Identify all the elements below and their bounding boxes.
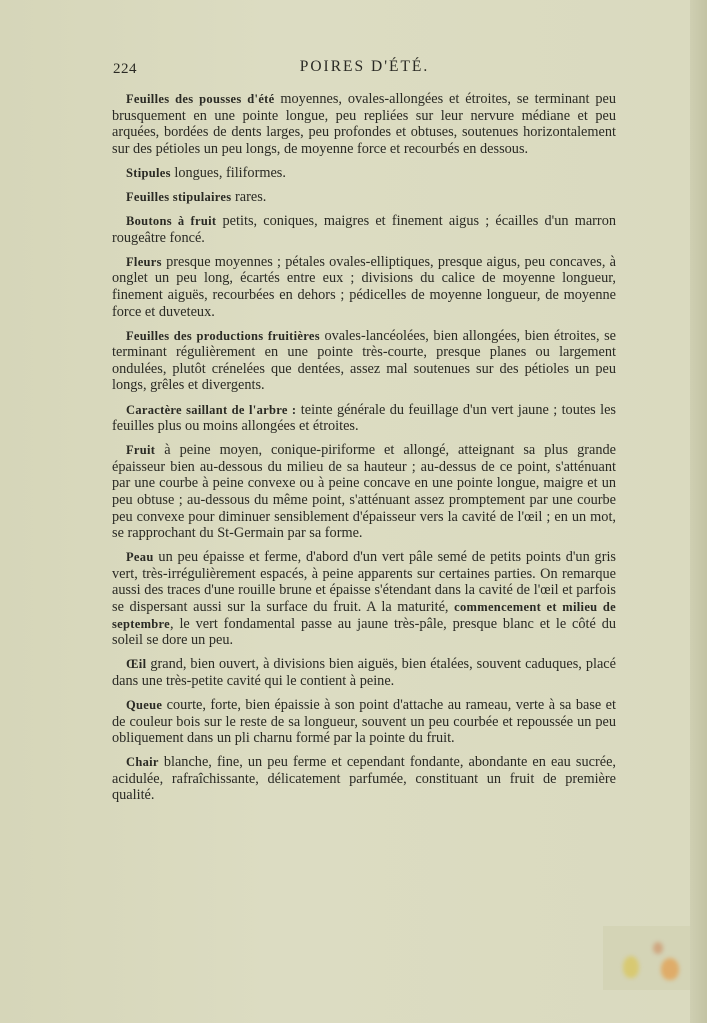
pear-shape [623, 956, 639, 978]
pear-shape [661, 958, 679, 980]
paragraph-text: courte, forte, bien épaissie à son point d'attache au rameau, verte à sa base et de couleur bois sur le reste de sa longueur, souvent un peu courbée et repoussée un peu obliquement dans un pli charnu formé par la pointe du fruit. [112, 697, 616, 747]
page-header [113, 58, 616, 78]
paragraph-chair [112, 754, 616, 804]
page-number: 224 [113, 61, 137, 77]
paragraph-caractere [112, 402, 616, 435]
paragraph-lead: Fruit [126, 443, 156, 458]
pear-shape [653, 942, 663, 954]
paragraph-text: teinte générale du feuillage d'un vert jaune ; toutes les feuilles plus ou moins allongées et étroites. [112, 401, 616, 435]
paragraph-boutons [112, 213, 616, 246]
paragraph-text: petits, coniques, maigres et finement aigus ; écailles d'un marron rougeâtre foncé. [112, 213, 616, 246]
paragraph-stipules [112, 165, 616, 182]
paragraph-text: presque moyennes ; pétales ovales-elliptiques, presque aigus, peu concaves, à onglet un peu long, écartés entre eux ; divisions du calice de moyenne longueur, finement aiguës, recourbées en dehors ; pédicelles de moyenne longueur, de moyenne force et duveteux. [112, 253, 616, 320]
paragraph-lead: Peau [126, 550, 154, 565]
paragraph-lead: Queue [126, 698, 163, 712]
paragraph-text: grand, bien ouvert, à divisions bien aiguës, bien étalées, souvent caduques, placé dans une très-petite cavité qui le contient à peine. [112, 656, 616, 689]
page-edge [690, 0, 707, 1023]
paragraph-text: blanche, fine, un peu ferme et cependant fondante, abondante en eau sucrée, acidulée, rafraîchissante, délicatement parfumée, constituant un fruit de première qualité. [112, 754, 616, 804]
paragraph-lead: Feuilles des productions fruitières [126, 328, 320, 343]
paragraph-feuilles-stipulaires [112, 189, 616, 206]
running-title: POIRES D'ÉTÉ. [299, 58, 430, 75]
paragraph-text: à peine moyen, conique-piriforme et allongé, atteignant sa plus grande épaisseur bien au-dessous du milieu de sa hauteur ; au-dessus de ce point, s'atténuant par une courbe à peine convexe ou à peine concave en une pointe longue, maigre et un peu obtuse ; au-dessous du même point, s'atténuant assez promptement par une courbe peu convexe pour diminuer sensiblement d'épaisseur vers la cavité de l'œil ; en un mot, se rapprochant du St-Germain par sa forme. [112, 442, 616, 542]
paragraph-queue [112, 697, 616, 747]
paragraph-peau [112, 549, 616, 649]
paragraph-lead: Feuilles stipulaires [126, 189, 232, 204]
paragraph-fleurs [112, 254, 616, 320]
paragraph-text: moyennes, ovales-allongées et étroites, se terminant peu brusquement en une pointe longue, peu repliées sur leur nervure médiane et peu arquées, bordées de dents larges, peu profondes et obtuses, soutenues horizontalement sur des pétioles un peu longs, de moyenne force et recourbés en dessous. [112, 91, 616, 157]
paragraph-lead: Stipules [126, 165, 171, 180]
paragraph-oeil [112, 656, 616, 689]
paragraph-text: ovales-lancéolées, bien allongées, bien étroites, se terminant régulièrement en une pointe très-courte, presque planes ou largement ondulées, plutôt crénelées que dentées, assez mal soutenues sur des pétioles un peu longs, grêles et divergents. [112, 327, 616, 394]
paragraph-text-tail: , le vert fondamental passe au jaune très-pâle, presque blanc et le côté du soleil se dore un peu. [112, 615, 616, 649]
pear-thumbnail-image [603, 926, 691, 990]
paragraph-lead: Boutons à fruit [126, 214, 217, 229]
paragraph-lead: Chair [126, 755, 159, 770]
page-body [112, 91, 616, 812]
maturity-period: commencement et milieu de septembre [112, 600, 616, 631]
paragraph-fruit [112, 442, 616, 542]
paragraph-lead: Fleurs [126, 254, 162, 269]
paragraph-feuilles-productions [112, 328, 616, 394]
paragraph-lead: Feuilles des pousses d'été [126, 92, 275, 106]
paragraph-feuilles-pousses [112, 91, 616, 157]
paragraph-lead: Caractère saillant de l'arbre : [126, 402, 297, 417]
paragraph-text: un peu épaisse et ferme, d'abord d'un vert pâle semé de petits points d'un gris vert, très-irrégulièrement espacés, à peine apparents sur certaines parties. On remarque aussi des traces d'une rouille brune et épaisse s'étendant dans la cavité de l'œil et parfois se dispersant aussi sur la surface du fruit. A la maturité, [112, 549, 616, 616]
paragraph-lead: Œil [126, 657, 147, 672]
paragraph-text: longues, filiformes. [170, 164, 286, 181]
paragraph-text: rares. [231, 188, 267, 205]
